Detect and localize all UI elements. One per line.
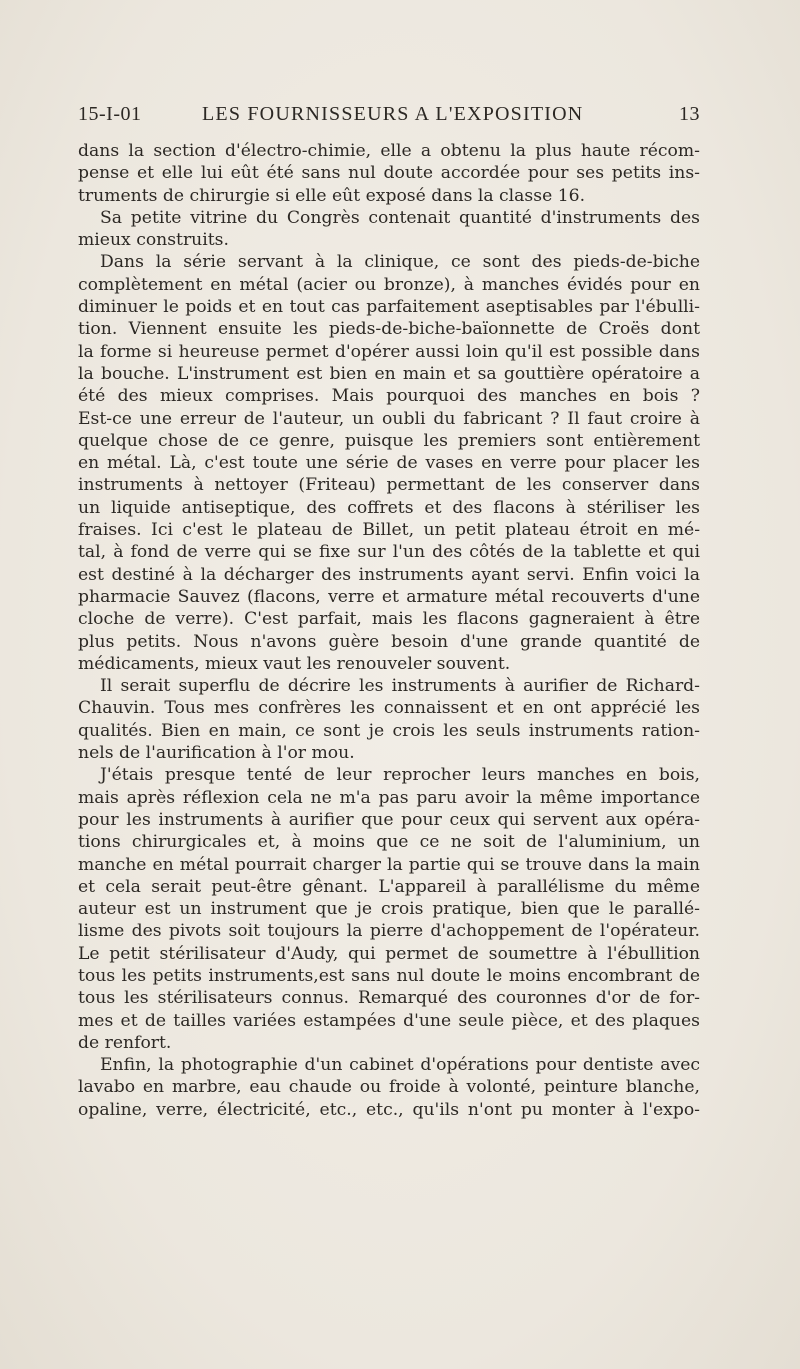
text-line: Est-ce une erreur de l'auteur, un oubli du fabricant ? Il faut croire à — [78, 408, 700, 429]
text-line: et cela serait peut-être gênant. L'appareil à parallélisme du même — [78, 876, 700, 897]
text-line: pharmacie Sauvez (flacons, verre et armature métal recouverts d'une — [78, 586, 700, 607]
text-line: opaline, verre, électricité, etc., etc., qu'ils n'ont pu monter à l'expo- — [78, 1099, 700, 1120]
text-line: manche en métal pourrait charger la partie qui se trouve dans la main — [78, 854, 700, 875]
text-line: lavabo en marbre, eau chaude ou froide à volonté, peinture blanche, — [78, 1077, 700, 1098]
text-line: en métal. Là, c'est toute une série de vases en verre pour placer les — [78, 453, 700, 474]
text-line: la bouche. L'instrument est bien en main et sa gouttière opératoire a — [78, 363, 700, 384]
text-line: est destiné à la décharger des instruments ayant servi. Enfin voici la — [78, 564, 700, 585]
text-line: été des mieux comprises. Mais pourquoi des manches en bois ? — [78, 386, 700, 407]
text-line: tous les stérilisateurs connus. Remarqué des couronnes d'or de for- — [78, 988, 700, 1009]
header-date: 15-I-01 — [78, 103, 142, 125]
text-line: dans la section d'électro-chimie, elle a obtenu la plus haute récom- — [78, 141, 700, 161]
text-line: plus petits. Nous n'avons guère besoin d'une grande quantité de — [78, 631, 700, 652]
text-line: la forme si heureuse permet d'opérer aussi loin qu'il est possible dans — [78, 341, 700, 362]
text-line: mieux construits. — [78, 230, 229, 251]
text-line: complètement en métal (acier ou bronze), à manches évidés pour en — [78, 274, 700, 295]
text-line: nels de l'aurification à l'or mou. — [78, 743, 355, 764]
text-line: Le petit stérilisateur d'Audy, qui permet de soumettre à l'ébullition — [78, 943, 700, 964]
running-title: LES FOURNISSEURS A L'EXPOSITION — [202, 103, 584, 125]
text-line: tions chirurgicales et, à moins que ce ne soit de l'aluminium, un — [78, 832, 700, 853]
text-line: médicaments, mieux vaut les renouveler souvent. — [78, 653, 511, 674]
text-line: quelque chose de ce genre, puisque les premiers sont entièrement — [78, 430, 700, 451]
text-line: lisme des pivots soit toujours la pierre d'achoppement de l'opérateur. — [78, 921, 700, 942]
text-line: instruments à nettoyer (Friteau) permettant de les conserver dans — [78, 475, 700, 496]
text-line: auteur est un instrument que je crois pratique, bien que le parallé- — [78, 899, 700, 920]
text-line: un liquide antiseptique, des coffrets et des flacons à stériliser les — [78, 497, 700, 518]
text-line: qualités. Bien en main, ce sont je crois les seuls instruments ration- — [78, 720, 700, 741]
text-line: pense et elle lui eût été sans nul doute accordée pour ses petits ins- — [78, 163, 700, 184]
page-header — [78, 103, 700, 133]
text-line: pour les instruments à aurifier que pour ceux qui servent aux opéra- — [78, 809, 700, 830]
text-line: truments de chirurgie si elle eût exposé dans la classe 16. — [78, 185, 586, 206]
text-line: cloche de verre). C'est parfait, mais les flacons gagneraient à être — [78, 609, 700, 630]
page-number: 13 — [679, 103, 700, 125]
text-line: tous les petits instruments,est sans nul doute le moins encombrant de — [78, 965, 700, 986]
text-line: de renfort. — [78, 1032, 172, 1053]
text-line: Dans la série servant à la clinique, ce sont des pieds-de-biche — [100, 252, 700, 273]
text-line: Il serait superflu de décrire les instruments à aurifier de Richard- — [100, 676, 700, 697]
body-text — [78, 140, 700, 1121]
text-line: Sa petite vitrine du Congrès contenait quantité d'instruments des — [100, 207, 700, 228]
text-line: tion. Viennent ensuite les pieds-de-biche-baïonnette de Croës dont — [78, 319, 700, 340]
text-line: diminuer le poids et en tout cas parfaitement aseptisables par l'ébulli- — [78, 297, 700, 318]
text-line: tal, à fond de verre qui se fixe sur l'un des côtés de la tablette et qui — [78, 542, 700, 563]
text-line: J'étais presque tenté de leur reprocher leurs manches en bois, — [100, 765, 700, 786]
text-line: mes et de tailles variées estampées d'une seule pièce, et des plaques — [78, 1010, 700, 1031]
text-line: Enfin, la photographie d'un cabinet d'opérations pour dentiste avec — [100, 1055, 700, 1076]
text-line: mais après réflexion cela ne m'a pas paru avoir la même importance — [78, 787, 700, 808]
text-line: fraises. Ici c'est le plateau de Billet, un petit plateau étroit en mé- — [78, 520, 700, 541]
text-line: Chauvin. Tous mes confrères les connaissent et en ont apprécié les — [78, 698, 700, 719]
